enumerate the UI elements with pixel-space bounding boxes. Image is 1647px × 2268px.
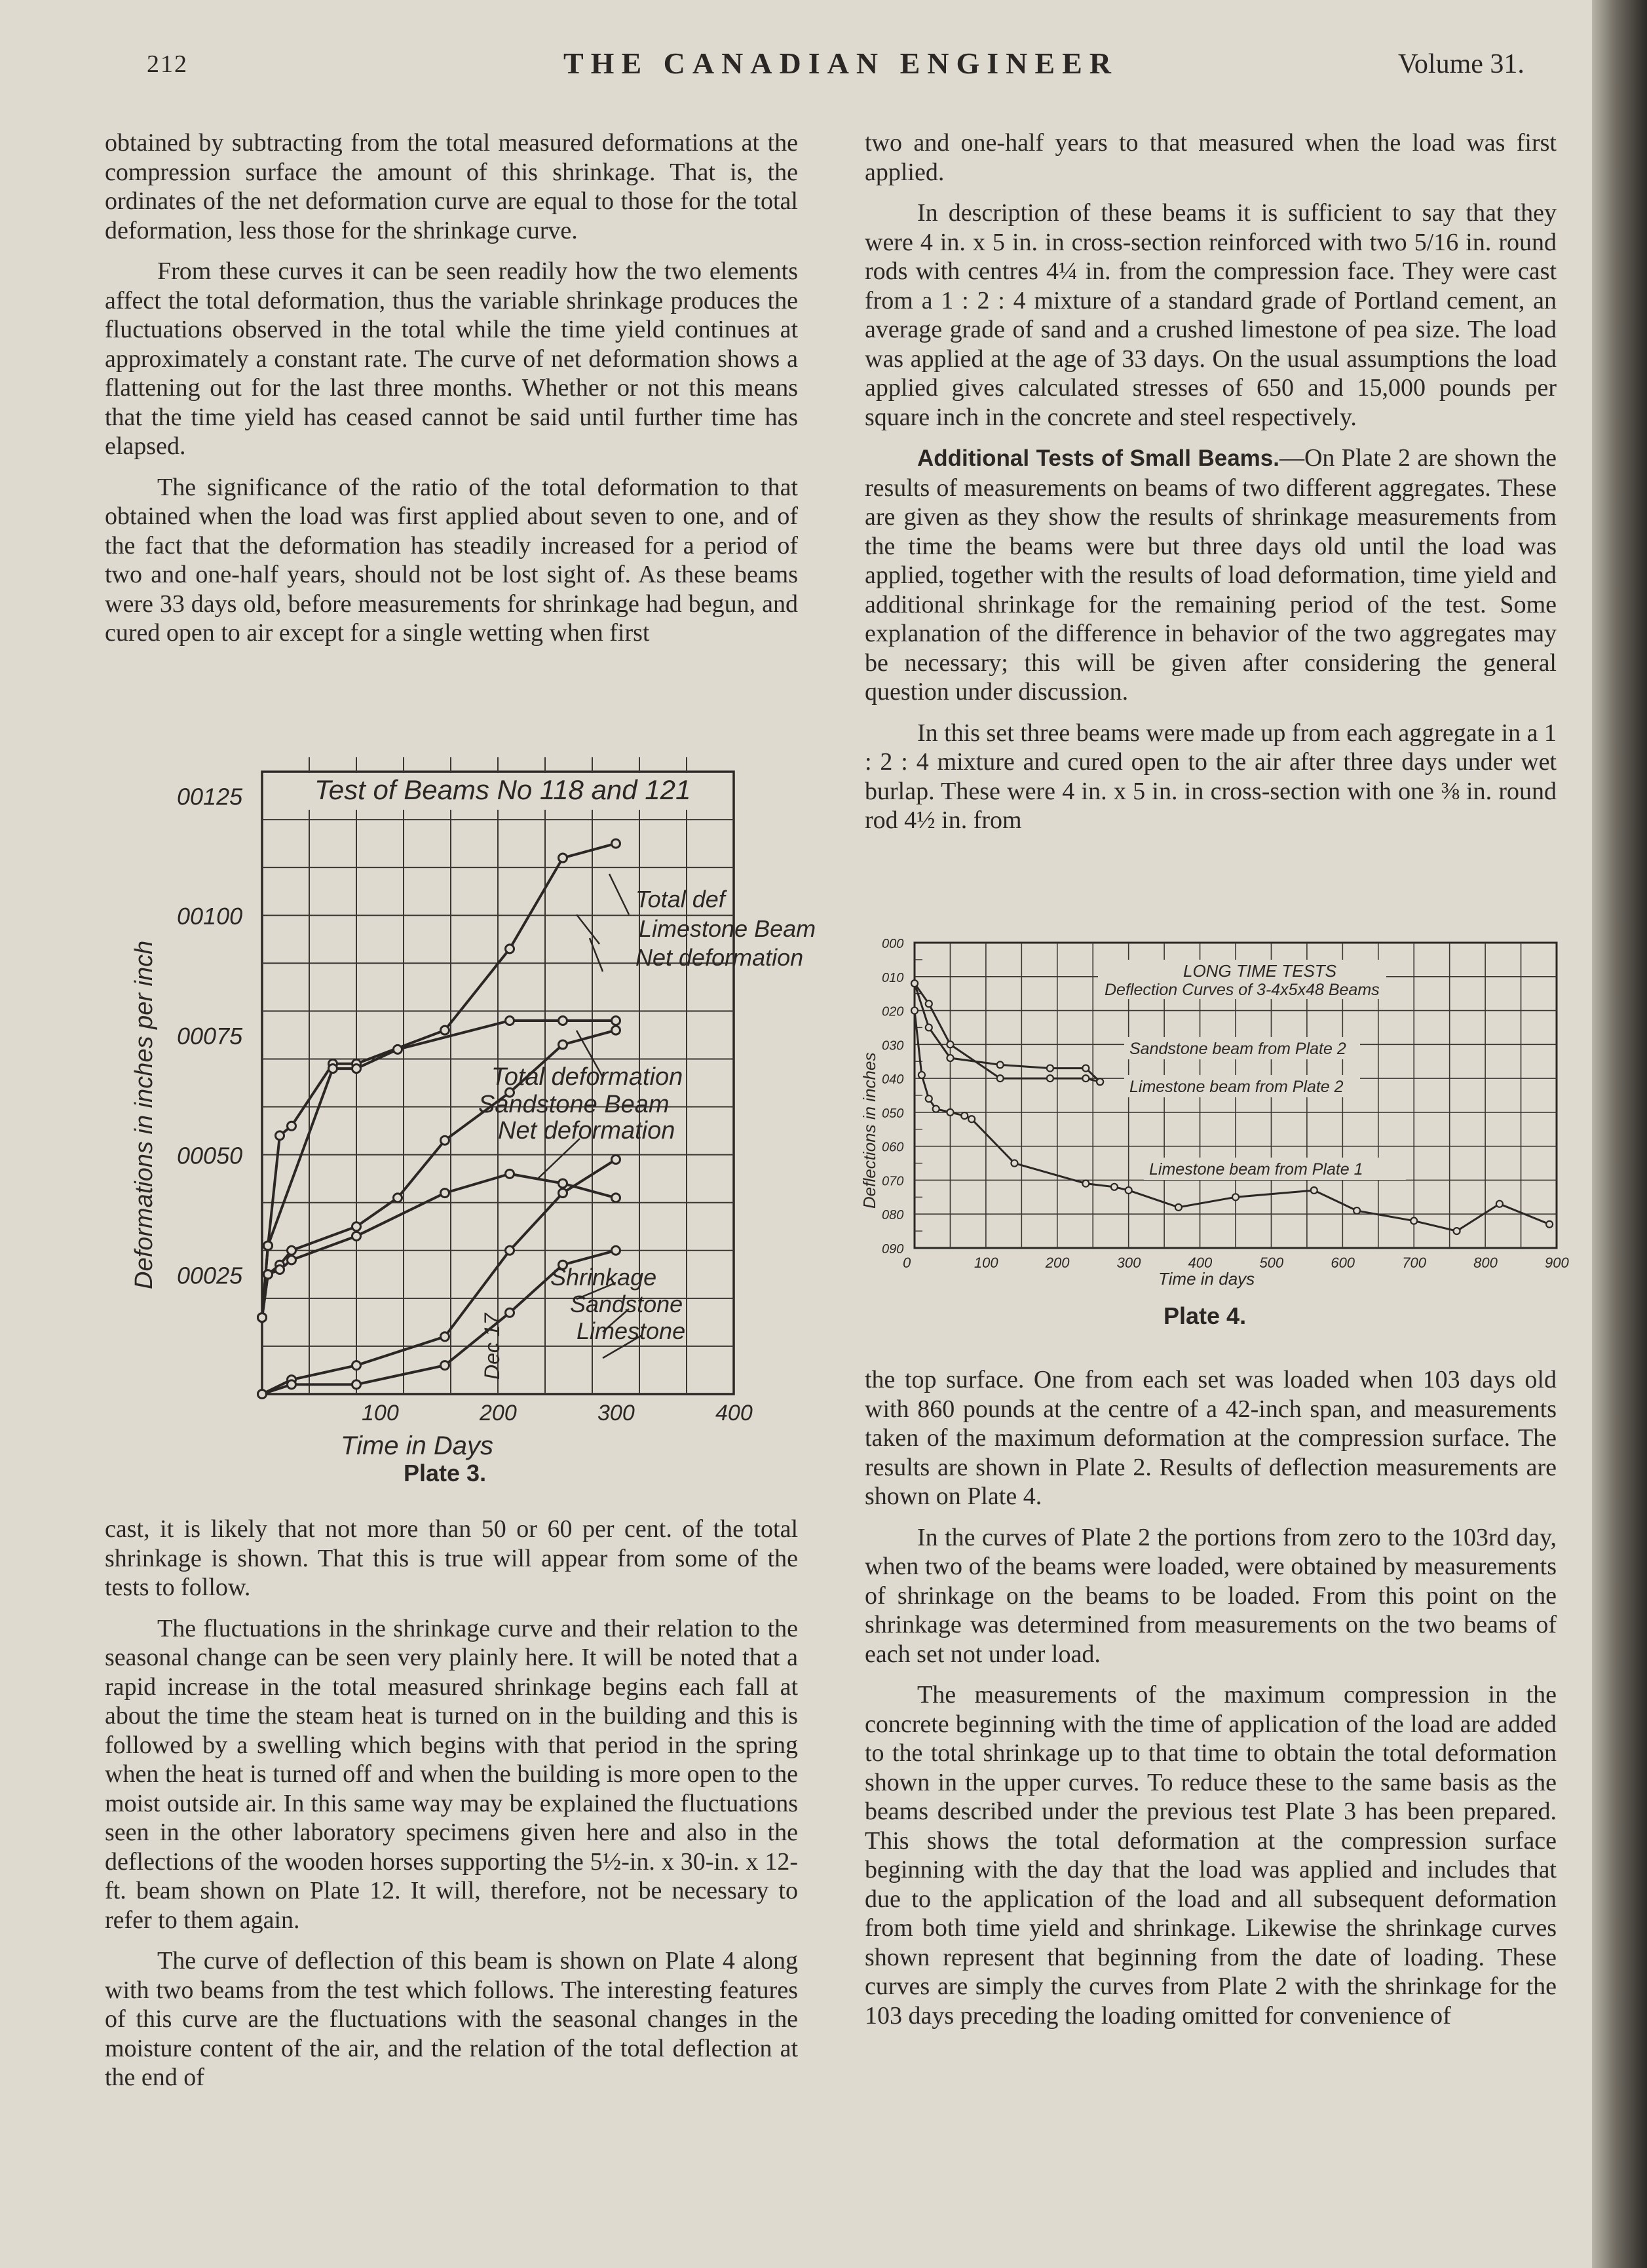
- data-point: [1454, 1228, 1460, 1234]
- data-point: [1082, 1065, 1089, 1072]
- book-gutter-edge: [1592, 0, 1647, 2268]
- plate4-series: [911, 980, 1553, 1234]
- y-tick-label: 00075: [177, 1022, 243, 1049]
- chart-annotation: Net deformation: [635, 944, 804, 971]
- data-point: [997, 1061, 1004, 1068]
- data-point: [559, 1040, 567, 1049]
- data-point: [276, 1131, 284, 1140]
- data-point: [926, 1024, 932, 1030]
- data-point: [1082, 1075, 1089, 1082]
- y-axis-label: Deformations in inches per inch: [130, 940, 158, 1289]
- paragraph: The measurements of the maximum compression in the concrete beginning with the time of application of the load are added to the total shrinkage up to that time to obtain the total deformation shown in the upper curves. To reduce these to the same basis as the beams described under the previous test Plate 3 has been prepared. This shows the total deformation at the compression surface beginning with the day that the load was applied and includes that due to the application of the load and all subsequent deformation from both time yield and shrinkage. Likewise the shrinkage curves shown represent that beginning from the date of loading. These curves are simply the curves from Plate 2 with the shrinkage for the 103 days preceding the loading omitted for convenience of: [865, 1681, 1557, 2030]
- data-point: [612, 839, 620, 848]
- x-tick-label: 300: [597, 1401, 635, 1426]
- data-point: [506, 945, 514, 953]
- y-tick-label: 040: [882, 1072, 904, 1087]
- data-point: [947, 1041, 953, 1048]
- paragraph: In this set three beams were made up from each aggregate in a 1 : 2 : 4 mixture and cured open to the air after three days under wet burlap. These were 4 in. x 5 in. in cross-section with one ⅜ in. round rod 4½ in. from: [865, 719, 1557, 834]
- y-tick-label: 070: [882, 1174, 904, 1189]
- series-label: Sandstone beam from Plate 2: [1129, 1040, 1346, 1058]
- data-point: [506, 1308, 514, 1317]
- series-label: Limestone beam from Plate 1: [1149, 1160, 1363, 1179]
- data-point: [441, 1026, 449, 1034]
- data-point: [612, 1194, 620, 1202]
- volume-label: Volume 31.: [1398, 49, 1524, 79]
- data-point: [352, 1380, 361, 1389]
- x-tick-label: 200: [480, 1401, 517, 1426]
- data-point: [612, 1026, 620, 1034]
- paragraph: In description of these beams it is sufficient to say that they were 4 in. x 5 in. in cross-section reinforced with two 5/16 in. round rods with centres 4¼ in. from the compression face. They were cast from a 1 : 2 : 4 mixture of a standard grade of Portland cement, an average grade of sand and a crushed limestone of pea size. The load was applied at the age of 33 days. On the usual assumptions the load applied gives calculated stresses of 650 and 15,000 pounds per square inch in the concrete and steel respectively.: [865, 199, 1557, 431]
- data-point: [288, 1256, 296, 1264]
- data-point: [612, 1246, 620, 1255]
- plate3-chart: [118, 746, 816, 1463]
- data-point: [961, 1112, 968, 1119]
- y-tick-label: 010: [882, 970, 904, 985]
- y-axis-label: Deflections in inches: [860, 1052, 879, 1209]
- data-point: [926, 1095, 932, 1102]
- data-point: [394, 1045, 402, 1053]
- y-tick-label: 00025: [177, 1262, 243, 1289]
- data-point: [559, 854, 567, 862]
- data-point: [441, 1361, 449, 1370]
- data-point: [612, 1017, 620, 1025]
- data-point: [288, 1122, 296, 1130]
- plate4-title: LONG TIME TESTS: [1183, 961, 1337, 981]
- data-point: [441, 1189, 449, 1198]
- y-tick-label: 00050: [177, 1142, 243, 1169]
- data-point: [1011, 1160, 1017, 1167]
- data-point: [394, 1194, 402, 1202]
- x-tick-label: 700: [1402, 1255, 1426, 1271]
- chart-annotation: Limestone: [577, 1317, 686, 1344]
- x-axis-label: Time in Days: [341, 1431, 494, 1460]
- right-column-bottom: [865, 1365, 1557, 2030]
- data-point: [612, 1155, 620, 1163]
- chart-annotation: Total def: [635, 886, 725, 913]
- paragraph: In the curves of Plate 2 the portions from zero to the 103rd day, when two of the beams were loaded, were obtained by measurements of shrinkage on the beams to be loaded. From this point on the shrinkage was determined from measurements on the two beams of each set not under load.: [865, 1523, 1557, 1668]
- data-point: [288, 1380, 296, 1389]
- data-point: [441, 1332, 449, 1341]
- chart-annotation: Dec 17: [480, 1313, 504, 1380]
- x-tick-label: 0: [903, 1255, 911, 1271]
- data-point: [506, 1169, 514, 1178]
- data-point: [1047, 1075, 1053, 1082]
- chart-annotation: Sandstone: [570, 1291, 683, 1317]
- annotation-leader: [577, 915, 599, 944]
- data-point: [559, 1189, 567, 1198]
- data-point: [352, 1222, 361, 1231]
- x-tick-label: 900: [1545, 1255, 1569, 1271]
- y-tick-label: 060: [882, 1140, 904, 1155]
- y-tick-label: 000: [882, 937, 904, 951]
- chart-annotation: Net deformation: [498, 1117, 675, 1144]
- data-point: [1097, 1078, 1103, 1085]
- y-tick-label: 030: [882, 1038, 904, 1053]
- y-tick-label: 080: [882, 1208, 904, 1223]
- x-tick-label: 200: [1045, 1255, 1070, 1271]
- data-point: [506, 1246, 514, 1255]
- paragraph: the top surface. One from each set was loaded when 103 days old with 860 pounds at the centre of a 42-inch span, and measurements taken of the maximum deformation at the compression surface. The results are shown in Plate 2. Results of deflection measurements are shown on Plate 4.: [865, 1366, 1557, 1510]
- chart-annotation: Sandstone Beam: [478, 1091, 670, 1118]
- annotation-leader: [609, 874, 629, 915]
- chart-annotation: Total deformation: [491, 1063, 683, 1091]
- x-tick-label: 400: [715, 1401, 753, 1426]
- paragraph: cast, it is likely that not more than 50 or 60 per cent. of the total shrinkage is shown. That this is true will appear from some of the tests to follow.: [105, 1515, 798, 1601]
- x-axis-label: Time in days: [1158, 1269, 1255, 1289]
- annotation-leader: [537, 1139, 580, 1179]
- data-point: [329, 1065, 337, 1073]
- x-tick-label: 400: [1188, 1255, 1213, 1271]
- data-point: [1047, 1065, 1053, 1072]
- x-tick-label: 300: [1116, 1255, 1141, 1271]
- data-point: [1082, 1181, 1089, 1187]
- series-line-0: [915, 983, 1100, 1082]
- page-number: 212: [147, 50, 188, 78]
- x-tick-label: 100: [362, 1401, 399, 1426]
- data-point: [1311, 1187, 1317, 1194]
- plate4-subtitle: Deflection Curves of 3-4x5x48 Beams: [1105, 981, 1380, 999]
- left-column-bottom: [105, 1515, 798, 2092]
- left-column-top: [105, 128, 798, 648]
- data-point: [258, 1314, 267, 1322]
- data-point: [1496, 1201, 1503, 1207]
- data-point: [1232, 1194, 1239, 1200]
- data-point: [911, 980, 918, 987]
- data-point: [288, 1246, 296, 1255]
- plate3-caption: Plate 3.: [404, 1460, 487, 1486]
- data-point: [559, 1017, 567, 1025]
- data-point: [441, 1136, 449, 1144]
- paragraph: two and one-half years to that measured when the load was first applied.: [865, 129, 1557, 186]
- running-header: [0, 41, 1592, 86]
- y-tick-label: 050: [882, 1106, 904, 1121]
- journal-title: THE CANADIAN ENGINEER: [563, 47, 1118, 80]
- data-point: [1410, 1218, 1417, 1224]
- data-point: [1175, 1204, 1182, 1211]
- series-line-1: [915, 983, 1100, 1082]
- series-label: Limestone beam from Plate 2: [1129, 1078, 1344, 1096]
- data-point: [1111, 1184, 1118, 1190]
- plate4-chart: [856, 927, 1570, 1294]
- data-point: [911, 1008, 918, 1014]
- plate3-title: Test of Beams No 118 and 121: [314, 774, 691, 805]
- data-point: [264, 1241, 273, 1250]
- data-point: [947, 1055, 953, 1061]
- x-tick-label: 500: [1259, 1255, 1284, 1271]
- data-point: [506, 1017, 514, 1025]
- paragraph: The fluctuations in the shrinkage curve and their relation to the seasonal change can be seen very plainly here. It will be noted that a rapid increase in the total measured shrinkage begins each fall at about the time the steam heat is turned on in the building and this is followed by a swelling which begins with that period in the spring when the heat is turned off and when the building is more open to the moist outside air. In this same way may be explained the fluctuations seen in the other laboratory specimens given here and also in the deflections of the wooden horses supporting the 5½-in. x 30-in. x 12-ft. beam shown on Plate 12. It will, therefore, not be necessary to refer to them again.: [105, 1614, 798, 1934]
- x-tick-label: 100: [974, 1255, 998, 1271]
- y-tick-label: 00100: [177, 903, 243, 930]
- data-point: [276, 1266, 284, 1274]
- data-point: [947, 1109, 953, 1116]
- paragraph: The curve of deflection of this beam is shown on Plate 4 along with two beams from the test which follows. The interesting features of this curve are the fluctuations with the seasonal changes in the moisture content of the air, and the relation of the total deflection at the end of: [105, 1947, 798, 2091]
- right-column-top: [865, 128, 1557, 835]
- x-tick-label: 800: [1473, 1255, 1498, 1271]
- chart-annotation: Shrinkage: [550, 1264, 657, 1291]
- data-point: [352, 1232, 361, 1240]
- paragraph: [865, 444, 1557, 707]
- data-point: [997, 1075, 1004, 1082]
- data-point: [352, 1361, 361, 1370]
- data-point: [1546, 1221, 1553, 1228]
- y-tick-label: 020: [882, 1004, 904, 1019]
- paragraph: From these curves it can be seen readily how the two elements affect the total deformation, thus the variable shrinkage produces the fluctuations observed in the total while the time yield continues at approximately a constant rate. The curve of net deformation shows a flattening out for the last three months. Whether or not this means that the time yield has ceased cannot be said until further time has elapsed.: [105, 257, 798, 460]
- data-point: [352, 1065, 361, 1073]
- plate4-caption: Plate 4.: [1164, 1302, 1247, 1329]
- plate3-labels: [130, 774, 816, 1460]
- x-tick-label: 600: [1331, 1255, 1355, 1271]
- paragraph-body: —On Plate 2 are shown the results of measurements on beams of two different aggregates. These are given as they show the results of shrinkage measurements from the time the beams were but three days old until the load was applied, together with the results of load deformation, time yield and additional shrinkage for the remaining period of the test. Some explanation of the difference in behavior of the two aggregates may be necessary; this will be given after considering the general question under discussion.: [865, 444, 1557, 706]
- data-point: [1354, 1207, 1360, 1214]
- chart-annotation: Limestone Beam: [639, 915, 816, 942]
- section-heading: Additional Tests of Small Beams.: [917, 445, 1279, 471]
- paragraph: obtained by subtracting from the total measured deformations at the compression surface the amount of this shrinkage. That is, the ordinates of the net deformation curve are equal to those for the total deformation, less those for the shrinkage curve.: [105, 129, 798, 244]
- data-point: [559, 1179, 567, 1188]
- y-tick-label: 090: [882, 1242, 904, 1257]
- y-tick-label: 00125: [177, 783, 243, 810]
- data-point: [933, 1106, 939, 1112]
- data-point: [264, 1270, 273, 1279]
- data-point: [258, 1390, 267, 1399]
- data-point: [1126, 1187, 1132, 1194]
- data-point: [918, 1072, 925, 1078]
- data-point: [926, 1000, 932, 1007]
- data-point: [968, 1116, 975, 1122]
- paragraph: The significance of the ratio of the total deformation to that obtained when the load was first applied about seven to one, and of the fact that the deformation has steadily increased for a period of two and one-half years, should not be lost sight of. As these beams were 33 days old, before measurements for shrinkage had begun, and cured open to air except for a single wetting when first: [105, 473, 798, 647]
